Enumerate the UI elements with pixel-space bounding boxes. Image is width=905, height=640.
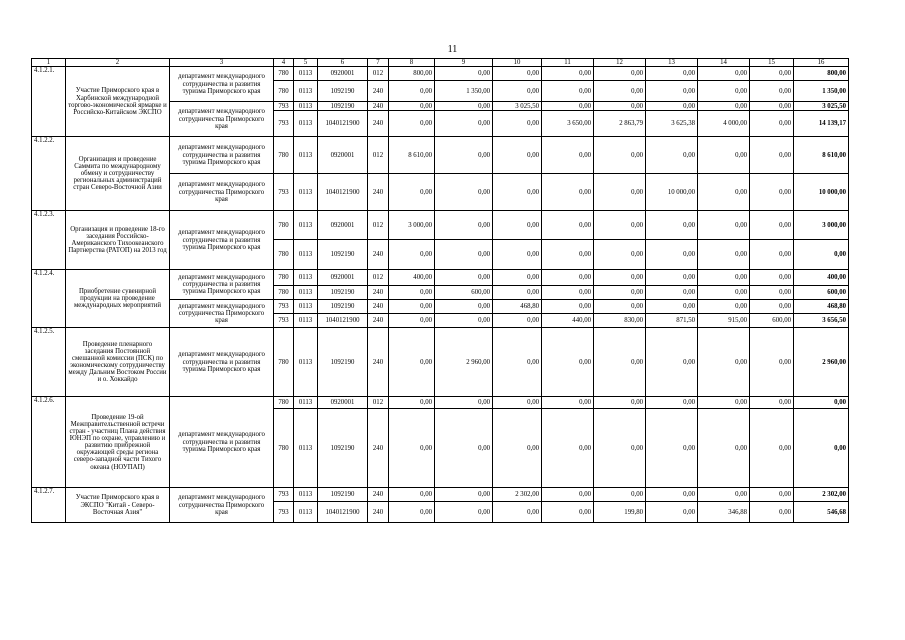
cell-col-9: 0,00 — [435, 111, 493, 137]
cell-col-16: 0,00 — [794, 409, 849, 488]
table-row — [32, 397, 849, 409]
cell-col-7: 240 — [368, 102, 389, 111]
cell-col-4: 793 — [274, 174, 294, 211]
cell-col-8: 0,00 — [389, 397, 435, 409]
department-cell: департамент международного сотрудничества и развития туризма Приморского края — [170, 270, 274, 300]
cell-col-14: 0,00 — [698, 328, 750, 397]
cell-col-6: 1092190 — [318, 488, 368, 502]
column-header-5: 5 — [294, 59, 318, 67]
cell-col-10: 2 302,00 — [493, 488, 542, 502]
cell-col-9: 0,00 — [435, 211, 493, 240]
cell-col-8: 0,00 — [389, 488, 435, 502]
cell-col-7: 240 — [368, 81, 389, 102]
cell-col-11: 0,00 — [542, 174, 594, 211]
department-cell: департамент международного сотрудничества и развития туризма Приморского края — [170, 67, 274, 102]
column-header-13: 13 — [646, 59, 698, 67]
cell-col-10: 0,00 — [493, 67, 542, 81]
cell-col-11: 0,00 — [542, 397, 594, 409]
cell-col-14: 4 000,00 — [698, 111, 750, 137]
cell-col-10: 0,00 — [493, 286, 542, 300]
cell-col-10: 0,00 — [493, 81, 542, 102]
cell-col-5: 0113 — [294, 67, 318, 81]
cell-col-13: 0,00 — [646, 397, 698, 409]
cell-col-10: 0,00 — [493, 502, 542, 523]
cell-col-8: 0,00 — [389, 81, 435, 102]
cell-col-16: 546,68 — [794, 502, 849, 523]
cell-col-10: 0,00 — [493, 211, 542, 240]
cell-col-4: 793 — [274, 102, 294, 111]
cell-col-15: 0,00 — [750, 328, 794, 397]
cell-col-16: 400,00 — [794, 270, 849, 286]
cell-col-5: 0113 — [294, 502, 318, 523]
cell-col-13: 0,00 — [646, 409, 698, 488]
cell-col-13: 3 625,38 — [646, 111, 698, 137]
cell-col-12: 199,80 — [594, 502, 646, 523]
cell-col-6: 1092190 — [318, 81, 368, 102]
cell-col-14: 0,00 — [698, 174, 750, 211]
cell-col-11: 0,00 — [542, 502, 594, 523]
cell-col-12: 830,00 — [594, 314, 646, 328]
cell-col-8: 0,00 — [389, 502, 435, 523]
cell-col-4: 793 — [274, 488, 294, 502]
cell-col-4: 780 — [274, 409, 294, 488]
cell-col-16: 1 350,00 — [794, 81, 849, 102]
cell-col-5: 0113 — [294, 81, 318, 102]
cell-col-5: 0113 — [294, 488, 318, 502]
cell-col-15: 0,00 — [750, 286, 794, 300]
cell-col-9: 0,00 — [435, 502, 493, 523]
cell-col-9: 0,00 — [435, 174, 493, 211]
cell-col-14: 0,00 — [698, 81, 750, 102]
cell-col-12: 0,00 — [594, 286, 646, 300]
column-header-16: 16 — [794, 59, 849, 67]
cell-col-7: 240 — [368, 300, 389, 314]
cell-col-8: 800,00 — [389, 67, 435, 81]
cell-col-12: 2 863,79 — [594, 111, 646, 137]
cell-col-11: 0,00 — [542, 409, 594, 488]
cell-col-6: 1092190 — [318, 300, 368, 314]
cell-col-4: 780 — [274, 137, 294, 174]
cell-col-6: 0920001 — [318, 137, 368, 174]
cell-col-5: 0113 — [294, 111, 318, 137]
item-name: Участие Приморского края в Харбинской международной торгово-экономической ярмарке и Российско-Китайском ЭКСПО — [66, 67, 170, 137]
cell-col-10: 0,00 — [493, 328, 542, 397]
table-row — [32, 137, 849, 174]
item-code: 4.1.2.2. — [32, 137, 66, 211]
department-cell: департамент международного сотрудничества Приморского края — [170, 300, 274, 328]
item-code: 4.1.2.6. — [32, 397, 66, 488]
cell-col-9: 0,00 — [435, 314, 493, 328]
cell-col-15: 0,00 — [750, 240, 794, 270]
cell-col-16: 14 139,17 — [794, 111, 849, 137]
cell-col-10: 0,00 — [493, 240, 542, 270]
cell-col-11: 0,00 — [542, 102, 594, 111]
cell-col-7: 240 — [368, 286, 389, 300]
department-cell: департамент международного сотрудничества и развития туризма Приморского края — [170, 328, 274, 397]
cell-col-16: 10 000,00 — [794, 174, 849, 211]
cell-col-7: 240 — [368, 111, 389, 137]
cell-col-7: 240 — [368, 174, 389, 211]
cell-col-14: 0,00 — [698, 102, 750, 111]
department-cell: департамент международного сотрудничества Приморского края — [170, 102, 274, 137]
cell-col-12: 0,00 — [594, 300, 646, 314]
cell-col-4: 780 — [274, 286, 294, 300]
cell-col-16: 0,00 — [794, 397, 849, 409]
cell-col-13: 0,00 — [646, 286, 698, 300]
cell-col-7: 240 — [368, 328, 389, 397]
column-header-11: 11 — [542, 59, 594, 67]
cell-col-9: 0,00 — [435, 102, 493, 111]
cell-col-6: 0920001 — [318, 270, 368, 286]
cell-col-9: 0,00 — [435, 397, 493, 409]
cell-col-8: 0,00 — [389, 314, 435, 328]
cell-col-13: 0,00 — [646, 240, 698, 270]
item-name: Участие Приморского края в ЭКСПО "Китай - Северо-Восточная Азия" — [66, 488, 170, 523]
budget-table — [31, 58, 849, 523]
cell-col-11: 0,00 — [542, 488, 594, 502]
cell-col-9: 600,00 — [435, 286, 493, 300]
cell-col-11: 0,00 — [542, 270, 594, 286]
cell-col-4: 793 — [274, 111, 294, 137]
cell-col-13: 0,00 — [646, 67, 698, 81]
cell-col-12: 0,00 — [594, 409, 646, 488]
cell-col-13: 0,00 — [646, 81, 698, 102]
cell-col-14: 346,88 — [698, 502, 750, 523]
table-row — [32, 270, 849, 286]
cell-col-12: 0,00 — [594, 328, 646, 397]
cell-col-5: 0113 — [294, 314, 318, 328]
cell-col-7: 012 — [368, 67, 389, 81]
cell-col-10: 0,00 — [493, 174, 542, 211]
cell-col-7: 240 — [368, 240, 389, 270]
cell-col-9: 0,00 — [435, 488, 493, 502]
column-header-14: 14 — [698, 59, 750, 67]
cell-col-6: 1092190 — [318, 102, 368, 111]
cell-col-6: 0920001 — [318, 397, 368, 409]
cell-col-7: 240 — [368, 409, 389, 488]
cell-col-6: 1092190 — [318, 286, 368, 300]
cell-col-9: 0,00 — [435, 67, 493, 81]
cell-col-15: 0,00 — [750, 211, 794, 240]
column-header-15: 15 — [750, 59, 794, 67]
cell-col-11: 0,00 — [542, 67, 594, 81]
cell-col-5: 0113 — [294, 300, 318, 314]
cell-col-15: 0,00 — [750, 111, 794, 137]
page-number: 11 — [447, 44, 458, 55]
cell-col-14: 0,00 — [698, 488, 750, 502]
table-row — [32, 488, 849, 502]
cell-col-16: 0,00 — [794, 240, 849, 270]
item-code: 4.1.2.1. — [32, 67, 66, 137]
cell-col-13: 0,00 — [646, 300, 698, 314]
cell-col-16: 2 960,00 — [794, 328, 849, 397]
cell-col-15: 600,00 — [750, 314, 794, 328]
cell-col-12: 0,00 — [594, 488, 646, 502]
cell-col-13: 871,50 — [646, 314, 698, 328]
cell-col-10: 468,80 — [493, 300, 542, 314]
cell-col-5: 0113 — [294, 137, 318, 174]
cell-col-14: 0,00 — [698, 240, 750, 270]
cell-col-8: 0,00 — [389, 300, 435, 314]
cell-col-12: 0,00 — [594, 240, 646, 270]
cell-col-5: 0113 — [294, 102, 318, 111]
cell-col-16: 3 000,00 — [794, 211, 849, 240]
cell-col-6: 1092190 — [318, 409, 368, 488]
column-header-7: 7 — [368, 59, 389, 67]
cell-col-14: 0,00 — [698, 397, 750, 409]
cell-col-10: 0,00 — [493, 409, 542, 488]
cell-col-4: 780 — [274, 81, 294, 102]
cell-col-9: 2 960,00 — [435, 328, 493, 397]
cell-col-11: 0,00 — [542, 211, 594, 240]
column-header-1: 1 — [32, 59, 66, 67]
cell-col-7: 012 — [368, 397, 389, 409]
cell-col-9: 1 350,00 — [435, 81, 493, 102]
cell-col-14: 0,00 — [698, 270, 750, 286]
cell-col-14: 0,00 — [698, 211, 750, 240]
cell-col-11: 3 650,00 — [542, 111, 594, 137]
cell-col-12: 0,00 — [594, 270, 646, 286]
cell-col-16: 8 610,00 — [794, 137, 849, 174]
cell-col-9: 0,00 — [435, 270, 493, 286]
column-header-9: 9 — [435, 59, 493, 67]
table-row — [32, 211, 849, 240]
cell-col-15: 0,00 — [750, 300, 794, 314]
cell-col-8: 0,00 — [389, 409, 435, 488]
column-header-2: 2 — [66, 59, 170, 67]
cell-col-11: 0,00 — [542, 137, 594, 174]
cell-col-8: 400,00 — [389, 270, 435, 286]
cell-col-4: 793 — [274, 502, 294, 523]
table-row — [32, 67, 849, 81]
department-cell: департамент международного сотрудничества и развития туризма Приморского края — [170, 211, 274, 270]
item-code: 4.1.2.5. — [32, 328, 66, 397]
cell-col-16: 800,00 — [794, 67, 849, 81]
cell-col-11: 0,00 — [542, 81, 594, 102]
cell-col-4: 793 — [274, 314, 294, 328]
cell-col-16: 3 656,50 — [794, 314, 849, 328]
cell-col-7: 240 — [368, 314, 389, 328]
item-name: Проведение пленарного заседания Постоянной смешанной комиссии (ПСК) по экономическому сотрудничеству между Дальним Востоком России и о. Хоккайдо — [66, 328, 170, 397]
cell-col-10: 0,00 — [493, 111, 542, 137]
cell-col-13: 0,00 — [646, 328, 698, 397]
cell-col-10: 0,00 — [493, 137, 542, 174]
cell-col-12: 0,00 — [594, 81, 646, 102]
cell-col-12: 0,00 — [594, 102, 646, 111]
cell-col-13: 10 000,00 — [646, 174, 698, 211]
cell-col-5: 0113 — [294, 174, 318, 211]
item-name: Организация и проведение Саммита по международному обмену и сотрудничеству региональных администраций стран Северо-Восточной Азии — [66, 137, 170, 211]
cell-col-4: 780 — [274, 211, 294, 240]
cell-col-8: 0,00 — [389, 328, 435, 397]
cell-col-5: 0113 — [294, 409, 318, 488]
cell-col-6: 1040121900 — [318, 314, 368, 328]
cell-col-5: 0113 — [294, 270, 318, 286]
cell-col-12: 0,00 — [594, 67, 646, 81]
cell-col-10: 0,00 — [493, 314, 542, 328]
cell-col-8: 0,00 — [389, 240, 435, 270]
column-header-8: 8 — [389, 59, 435, 67]
cell-col-15: 0,00 — [750, 67, 794, 81]
cell-col-13: 0,00 — [646, 488, 698, 502]
cell-col-14: 0,00 — [698, 286, 750, 300]
cell-col-13: 0,00 — [646, 270, 698, 286]
column-header-10: 10 — [493, 59, 542, 67]
cell-col-15: 0,00 — [750, 409, 794, 488]
cell-col-13: 0,00 — [646, 102, 698, 111]
cell-col-5: 0113 — [294, 397, 318, 409]
cell-col-9: 0,00 — [435, 240, 493, 270]
cell-col-5: 0113 — [294, 211, 318, 240]
cell-col-13: 0,00 — [646, 502, 698, 523]
cell-col-14: 0,00 — [698, 300, 750, 314]
cell-col-4: 780 — [274, 328, 294, 397]
cell-col-8: 8 610,00 — [389, 137, 435, 174]
cell-col-14: 0,00 — [698, 137, 750, 174]
cell-col-9: 0,00 — [435, 409, 493, 488]
cell-col-10: 0,00 — [493, 270, 542, 286]
cell-col-11: 0,00 — [542, 240, 594, 270]
cell-col-4: 780 — [274, 270, 294, 286]
item-name: Приобретение сувенирной продукции на проведение международных мероприятий — [66, 270, 170, 328]
item-name: Организация и проведение 18-го заседания Российско-Американского Тихоокеанского Партнерства (РАТОП) на 2013 год — [66, 211, 170, 270]
item-code: 4.1.2.3. — [32, 211, 66, 270]
cell-col-6: 1040121900 — [318, 174, 368, 211]
column-header-4: 4 — [274, 59, 294, 67]
cell-col-14: 0,00 — [698, 67, 750, 81]
header-row — [32, 59, 849, 67]
department-cell: департамент международного сотрудничества и развития туризма Приморского края — [170, 137, 274, 174]
cell-col-16: 468,80 — [794, 300, 849, 314]
cell-col-7: 012 — [368, 270, 389, 286]
cell-col-6: 1092190 — [318, 240, 368, 270]
cell-col-13: 0,00 — [646, 137, 698, 174]
cell-col-11: 0,00 — [542, 328, 594, 397]
department-cell: департамент международного сотрудничества Приморского края — [170, 174, 274, 211]
table-row — [32, 328, 849, 397]
cell-col-15: 0,00 — [750, 397, 794, 409]
cell-col-11: 440,00 — [542, 314, 594, 328]
cell-col-8: 0,00 — [389, 111, 435, 137]
cell-col-4: 780 — [274, 397, 294, 409]
cell-col-8: 0,00 — [389, 102, 435, 111]
cell-col-8: 0,00 — [389, 174, 435, 211]
cell-col-14: 0,00 — [698, 409, 750, 488]
item-code: 4.1.2.7. — [32, 488, 66, 523]
cell-col-9: 0,00 — [435, 137, 493, 174]
cell-col-12: 0,00 — [594, 397, 646, 409]
cell-col-6: 1040121900 — [318, 502, 368, 523]
cell-col-12: 0,00 — [594, 137, 646, 174]
cell-col-4: 793 — [274, 300, 294, 314]
cell-col-16: 3 025,50 — [794, 102, 849, 111]
item-name: Проведение 19-ой Межправительственной встречи стран - участниц Плана действия ЮНЭП по охране, управлению и развитию прибрежной окружающей среды региона северо-западной части Тихого океана (НОУПАП) — [66, 397, 170, 488]
cell-col-7: 012 — [368, 137, 389, 174]
department-cell: департамент международного сотрудничества Приморского края — [170, 488, 274, 523]
cell-col-11: 0,00 — [542, 300, 594, 314]
column-header-12: 12 — [594, 59, 646, 67]
cell-col-6: 1092190 — [318, 328, 368, 397]
cell-col-6: 1040121900 — [318, 111, 368, 137]
cell-col-14: 915,00 — [698, 314, 750, 328]
cell-col-6: 0920001 — [318, 211, 368, 240]
cell-col-11: 0,00 — [542, 286, 594, 300]
cell-col-10: 0,00 — [493, 397, 542, 409]
cell-col-16: 600,00 — [794, 286, 849, 300]
cell-col-7: 240 — [368, 488, 389, 502]
cell-col-15: 0,00 — [750, 102, 794, 111]
cell-col-15: 0,00 — [750, 270, 794, 286]
cell-col-8: 0,00 — [389, 286, 435, 300]
cell-col-8: 3 000,00 — [389, 211, 435, 240]
cell-col-4: 780 — [274, 240, 294, 270]
cell-col-5: 0113 — [294, 286, 318, 300]
item-code: 4.1.2.4. — [32, 270, 66, 328]
cell-col-7: 012 — [368, 211, 389, 240]
cell-col-4: 780 — [274, 67, 294, 81]
cell-col-13: 0,00 — [646, 211, 698, 240]
department-cell: департамент международного сотрудничества и развития туризма Приморского края — [170, 397, 274, 488]
cell-col-15: 0,00 — [750, 488, 794, 502]
cell-col-12: 0,00 — [594, 211, 646, 240]
cell-col-15: 0,00 — [750, 502, 794, 523]
column-header-3: 3 — [170, 59, 274, 67]
cell-col-5: 0113 — [294, 240, 318, 270]
cell-col-7: 240 — [368, 502, 389, 523]
cell-col-6: 0920001 — [318, 67, 368, 81]
cell-col-10: 3 025,50 — [493, 102, 542, 111]
cell-col-16: 2 302,00 — [794, 488, 849, 502]
cell-col-15: 0,00 — [750, 137, 794, 174]
cell-col-12: 0,00 — [594, 174, 646, 211]
cell-col-5: 0113 — [294, 328, 318, 397]
cell-col-15: 0,00 — [750, 81, 794, 102]
column-header-6: 6 — [318, 59, 368, 67]
cell-col-15: 0,00 — [750, 174, 794, 211]
cell-col-9: 0,00 — [435, 300, 493, 314]
